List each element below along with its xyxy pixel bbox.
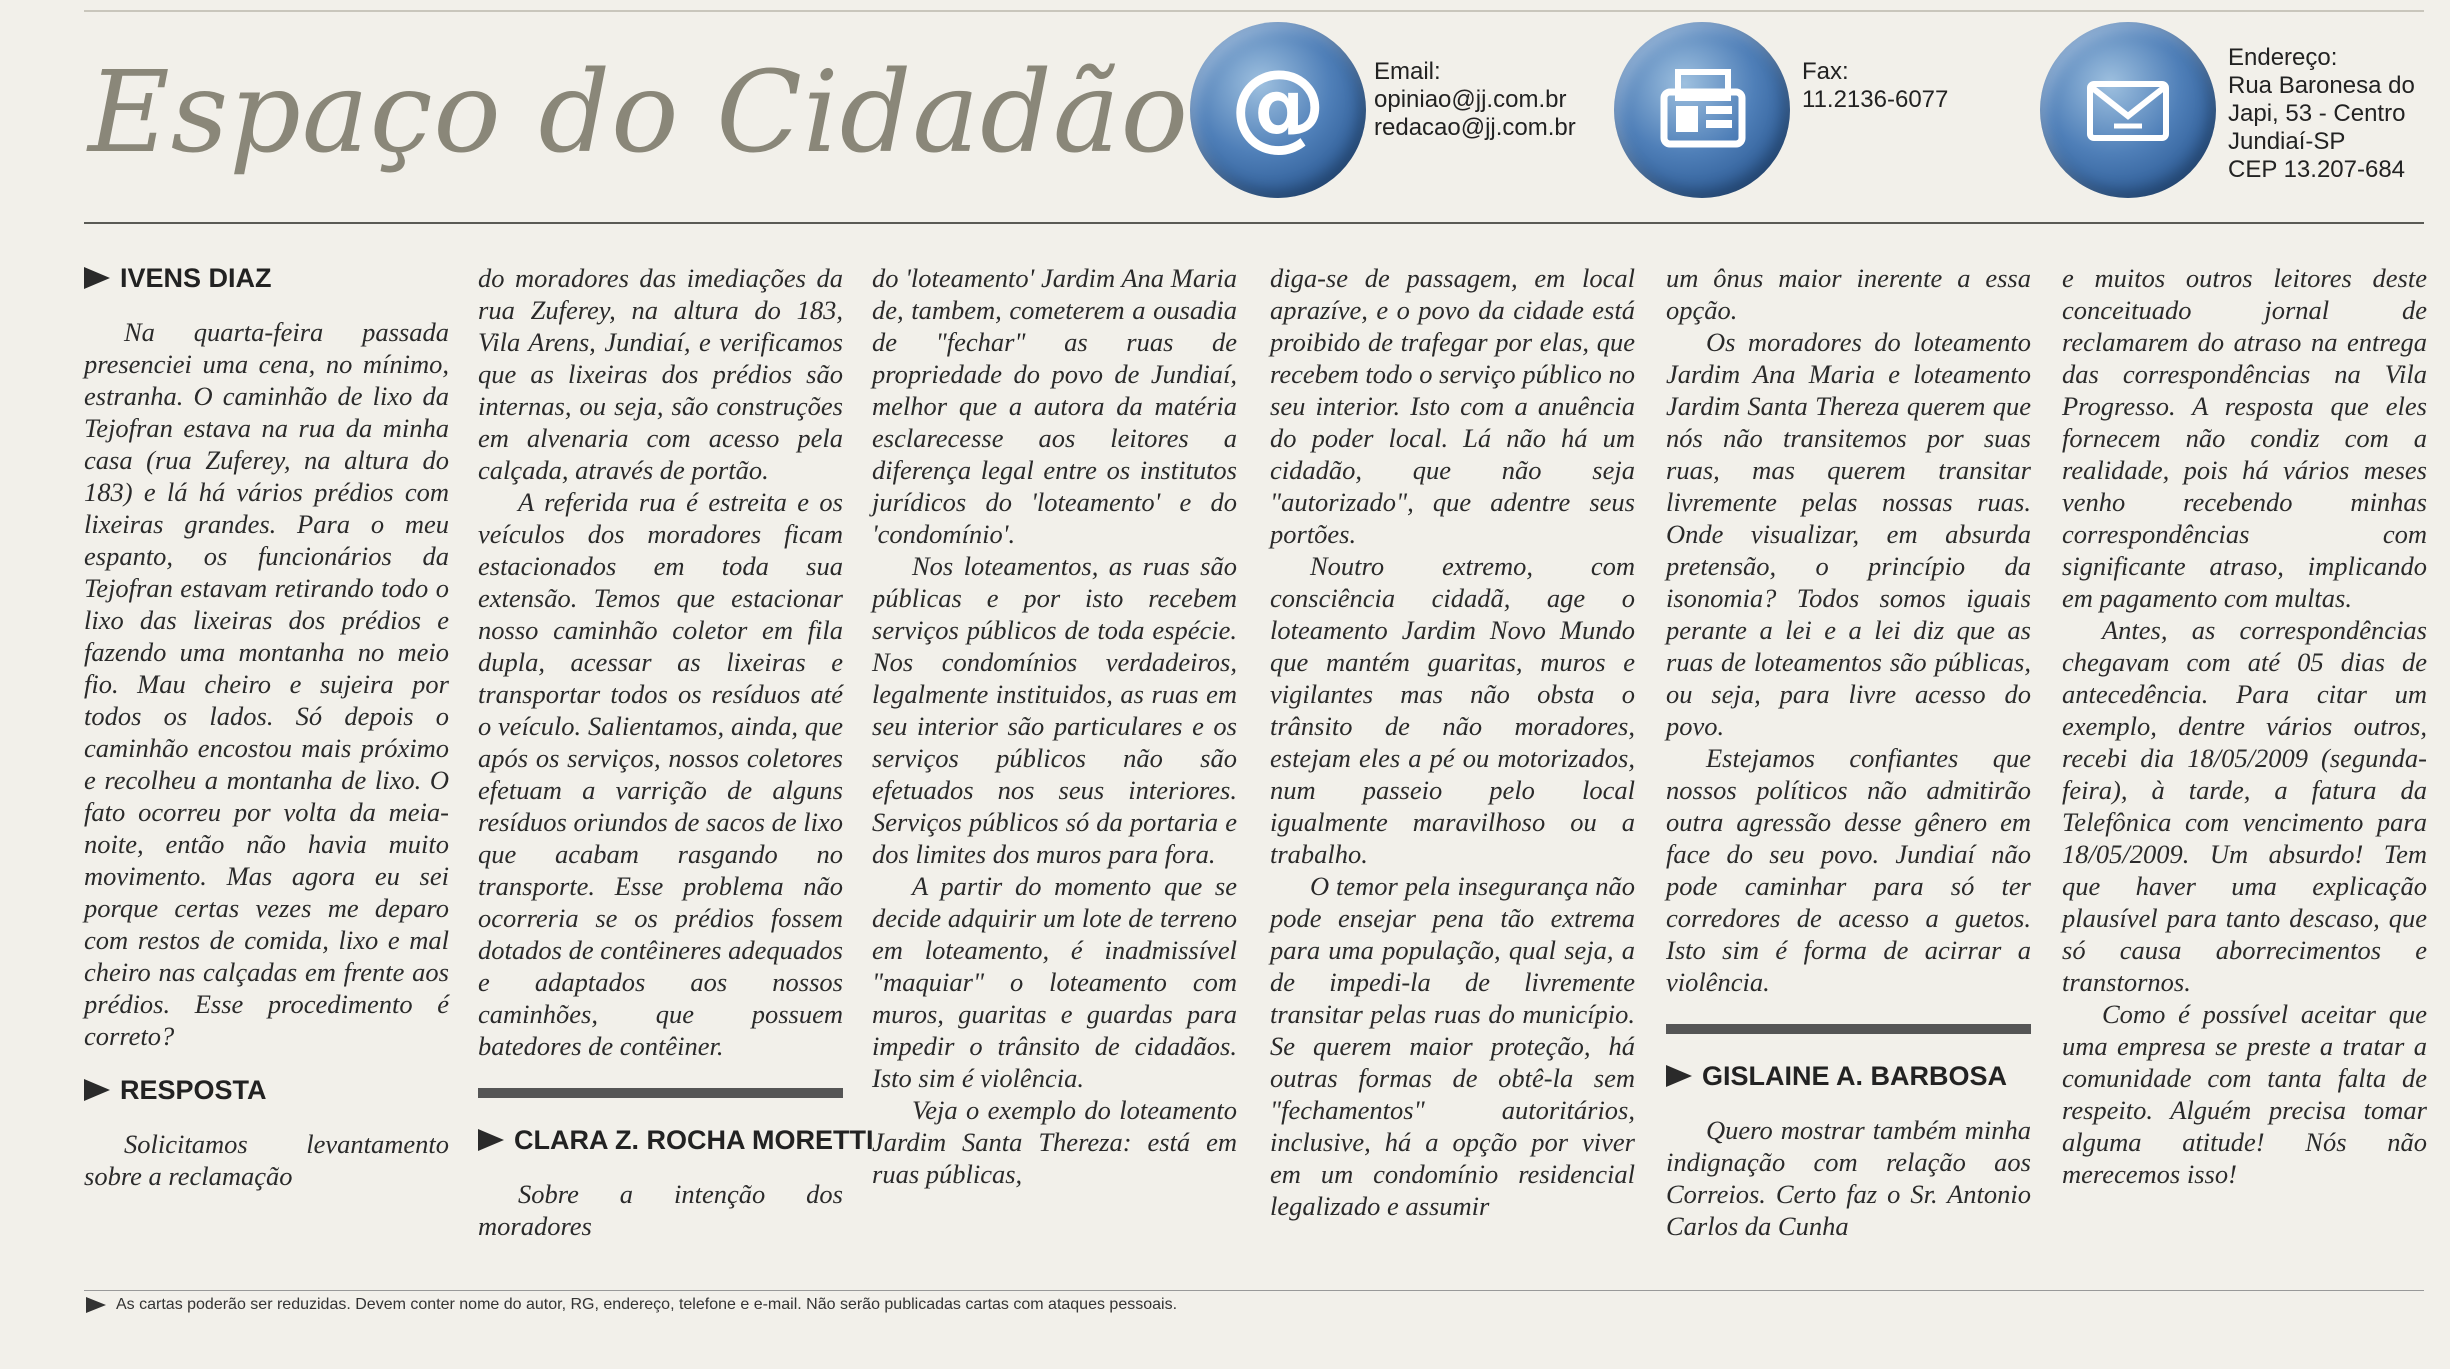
letter-paragraph: Noutro extremo, com consciência cidadã, age o loteamento Jardim Novo Mundo que mantém guaritas, muros e vigilantes mas não obsta o trânsito de não moradores, estejam eles a pé ou motorizados, num passeio pelo local igualmente maravilhoso ou a trabalho. <box>1270 551 1635 869</box>
reply-label: RESPOSTA <box>120 1075 267 1105</box>
author-name: IVENS DIAZ <box>120 263 272 293</box>
column-1 <box>84 262 449 1192</box>
section-title: Espaço do Cidadão <box>88 48 1190 178</box>
email-opiniao: opiniao@jj.com.br <box>1374 86 1567 113</box>
letter-paragraph-continued: um ônus maior inerente a essa opção. <box>1666 263 2031 325</box>
letter-paragraph: Estejamos confiantes que nossos políticos não admitirão outra agressão desse gênero em face do seu povo. Jundiaí não pode caminhar para só ter corredores de acesso a guetos. Isto sim é forma de acirrar a violência. <box>1666 743 2031 997</box>
letter-paragraph-continued: diga-se de passagem, em local aprazíve, e o povo da cidade está proibido de trafegar por elas, que recebem todo o serviço público no seu interior. Isto com a anuência do poder local. Lá não há um cidadão, que não seja "autorizado", que adentre seus portões. <box>1270 263 1635 549</box>
column-2 <box>478 262 874 1242</box>
byline-resposta <box>84 1074 449 1106</box>
letter-paragraph: Sobre a intenção dos moradores <box>478 1179 843 1241</box>
reply-paragraph: A referida rua é estreita e os veículos dos moradores ficam estacionados em toda sua extensão. Temos que estacionar nosso caminhão coletor em fila dupla, acessar as lixeiras e transportar todos os resíduos até o veículo. Salientamos, ainda, que após os serviços, nossos coletores efetuam a varrição de alguns resíduos oriundos de sacos de lixo que acabam rasgando no transporte. Esse problema não ocorreria se os prédios fossem dotados de contêineres adequados e adaptados aos nossos caminhões, que possuem batedores de contêiner. <box>478 487 843 1061</box>
column-5 <box>1666 262 2031 1242</box>
reply-paragraph-continued: do moradores das imediações da rua Zuferey, na altura do 183, Vila Arens, Jundiaí, e verificamos que as lixeiras dos prédios são internas, ou seja, são construções em alvenaria com acesso pela calçada, através de portão. <box>478 263 843 485</box>
footnote-text: As cartas poderão ser reduzidas. Devem conter nome do autor, RG, endereço, telefone e e-mail. Não serão publicadas cartas com ataques pessoais. <box>116 1296 1178 1313</box>
arrow-icon <box>84 1079 110 1101</box>
letter-paragraph: Na quarta-feira passada presenciei uma cena, no mínimo, estranha. O caminhão de lixo da Tejofran estava na rua da minha casa (rua Zuferey, na altura do 183) e lá há vários prédios com lixeiras grandes. Para o meu espanto, os funcionários da Tejofran estavam retirando todo o lixo das lixeiras dos prédios e fazendo uma montanha no meio fio. Mau cheiro e sujeira por todos os lados. Só depois o caminhão encostou mais próximo e recolheu a montanha de lixo. O fato ocorreu por volta da meia-noite, então não havia muito movimento. Mas agora eu sei porque certas vezes me deparo com restos de comida, lixo e mal cheiro nas calçadas em frente aos prédios. Esse procedimento é correto? <box>84 317 449 1051</box>
email-redacao: redacao@jj.com.br <box>1374 114 1576 141</box>
email-label: Email: <box>1374 58 1441 85</box>
arrow-icon <box>1666 1065 1692 1087</box>
arrow-icon <box>86 1297 106 1313</box>
fax-number: 11.2136-6077 <box>1802 86 1949 113</box>
letter-paragraph: Quero mostrar também minha indignação com relação aos Correios. Certo faz o Sr. Antonio Carlos da Cunha <box>1666 1115 2031 1241</box>
letter-paragraph-continued: e muitos outros leitores deste conceituado jornal de reclamarem do atraso na entrega das correspondências na Vila Progresso. A resposta que eles fornecem não condiz com a realidade, pois há vários meses venho recebendo minhas correspondências com significante atraso, implicando em pagamento com multas. <box>2062 263 2427 613</box>
author-name: CLARA Z. ROCHA MORETTI <box>514 1125 874 1155</box>
masthead <box>0 0 2450 215</box>
top-edge-rule <box>84 10 2424 12</box>
address-label: Endereço: <box>2228 44 2338 71</box>
byline-gislaine <box>1666 1060 2031 1092</box>
column-rule <box>1666 1024 2031 1034</box>
letter-paragraph: A partir do momento que se decide adquirir um lote de terreno em loteamento, é inadmissível "maquiar" o loteamento com muros, guaritas e guardas para impedir o trânsito de cidadãos. Isto sim é violência. <box>872 871 1237 1093</box>
byline-ivens <box>84 262 449 294</box>
header-rule <box>84 222 2424 224</box>
envelope-icon <box>2040 22 2216 198</box>
letter-paragraph: Veja o exemplo do loteamento Jardim Santa Thereza: está em ruas públicas, <box>872 1095 1237 1189</box>
fax-block <box>1802 58 1948 114</box>
footnote <box>86 1296 1177 1314</box>
fax-label: Fax: <box>1802 58 1849 85</box>
footer-rule <box>84 1290 2424 1291</box>
svg-text:@: @ <box>1230 50 1326 161</box>
column-3 <box>872 262 1237 1190</box>
arrow-icon <box>84 267 110 289</box>
email-block <box>1374 58 1576 142</box>
address-line-1: Rua Baronesa do <box>2228 72 2415 99</box>
column-6 <box>2062 262 2427 1190</box>
letter-paragraph: Os moradores do loteamento Jardim Ana Maria e loteamento Jardim Santa Thereza querem que nós não transitemos por suas ruas, mas querem transitar livremente pelas nossas ruas. Onde visualizar, em absurda pretensão, o princípio da isonomia? Todos somos iguais perante a lei e a lei diz que as ruas de loteamentos são públicas, ou seja, para livre acesso do povo. <box>1666 327 2031 741</box>
arrow-icon <box>478 1129 504 1151</box>
byline-clara <box>478 1124 874 1156</box>
letter-paragraph: Como é possível aceitar que uma empresa se preste a tratar a comunidade com tanta falta de respeito. Alguém precisa tomar alguma atitude! Nós não merecemos isso! <box>2062 999 2427 1189</box>
address-line-2: Japi, 53 - Centro <box>2228 100 2406 127</box>
letter-paragraph: Antes, as correspondências chegavam com até 05 dias de antecedência. Para citar um exemplo, dentre vários outros, recebi dia 18/05/2009 (segunda-feira), à tarde, a fatura da Telefônica com vencimento para 18/05/2009. Um absurdo! Tem que haver uma explicação plausível para tanto descaso, que só causa aborrecimentos e transtornos. <box>2062 615 2427 997</box>
letter-paragraph: Nos loteamentos, as ruas são públicas e por isto recebem serviços públicos de toda espécie. Nos condomínios verdadeiros, legalmente instituidos, as ruas em seu interior são particulares e os serviços públicos não são efetuados nos seus interiores. Serviços públicos só da portaria e dos limites dos muros para fora. <box>872 551 1237 869</box>
letter-paragraph: O temor pela insegurança não pode ensejar pena tão extrema para uma população, qual seja, a de impedi-la de livremente transitar pelas ruas do município. Se querem maior proteção, há outras formas de obtê-la sem "fechamentos" autoritários, inclusive, há a opção por viver em um condomínio residencial legalizado e assumir <box>1270 871 1635 1221</box>
letter-paragraph-continued: do 'loteamento' Jardim Ana Maria de, tambem, cometerem a ousadia de "fechar" as ruas de propriedade do povo de Jundiaí, melhor que a autora da matéria esclarecesse aos leitores a diferença legal entre os institutos jurídicos do 'loteamento' e do 'condomínio'. <box>872 263 1237 549</box>
address-line-4: CEP 13.207-684 <box>2228 156 2406 183</box>
reply-paragraph: Solicitamos levantamento sobre a reclamação <box>84 1129 449 1191</box>
fax-machine-icon <box>1614 22 1790 198</box>
column-4 <box>1270 262 1635 1222</box>
address-line-3: Jundiaí-SP <box>2228 128 2346 155</box>
column-rule <box>478 1088 843 1098</box>
author-name: GISLAINE A. BARBOSA <box>1702 1061 2008 1091</box>
at-sign-icon <box>1190 22 1366 198</box>
address-block <box>2228 44 2415 184</box>
